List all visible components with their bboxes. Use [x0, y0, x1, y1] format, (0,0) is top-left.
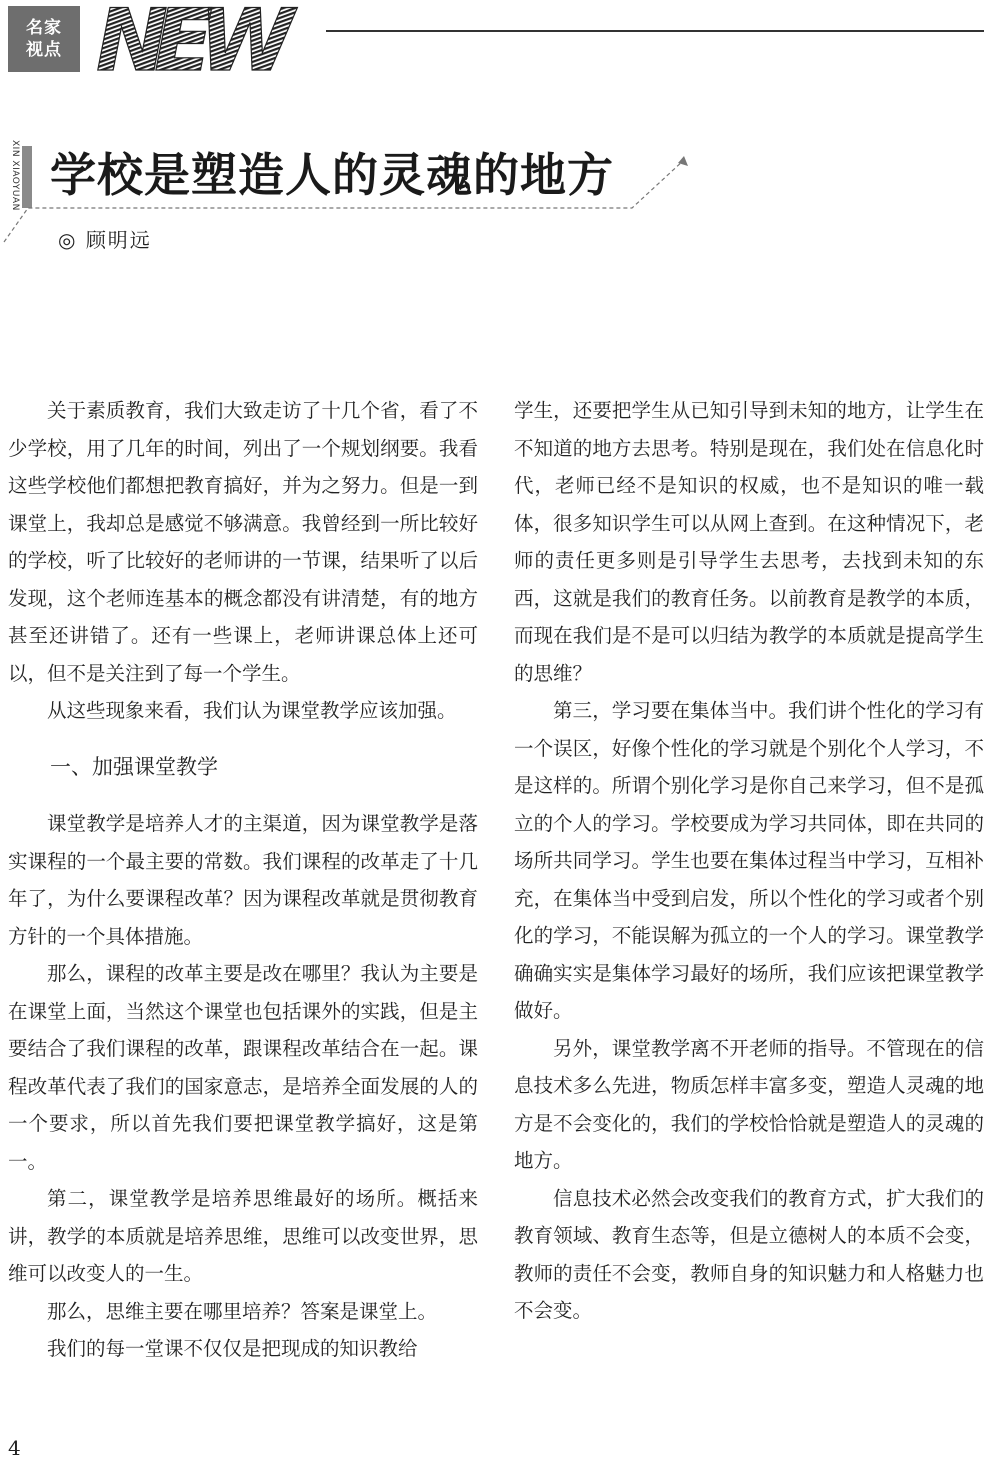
author-line [58, 226, 152, 254]
new-logo-text: NEW [96, 0, 294, 80]
paragraph: 第三，学习要在集体当中。我们讲个性化的学习有一个误区，好像个性化的学习就是个别化个人学习，不是这样的。所谓个别化学习是你自己来学习，但不是孤立的个人的学习。学校要成为学习共同体，即在共同的场所共同学习。学生也要在集体过程当中学习，互相补充，在集体当中受到启发，所以个性化的学习或者个别化的学习，不能误解为孤立的一个人的学习。课堂教学确确实实是集体学习最好的场所，我们应该把课堂教学做好。 [514, 699, 984, 1022]
paragraph: 信息技术必然会改变我们的教育方式，扩大我们的教育领域、教育生态等，但是立德树人的本质不会变，教师的责任不会变，教师自身的知识魅力和人格魅力也不会变。 [514, 1186, 984, 1322]
paragraph: 另外，课堂教学离不开老师的指导。不管现在的信息技术多么先进，物质怎样丰富多变，塑造人灵魂的地方是不会变化的，我们的学校恰恰就是塑造人的灵魂的地方。 [514, 1036, 984, 1172]
paragraph-continued: 学生，还要把学生从已知引导到未知的地方，让学生在不知道的地方去思考。特别是现在，我们处在信息化时代，老师已经不是知识的权威，也不是知识的唯一载体，很多知识学生可以从网上查到。在这种情况下，老师的责任更多则是引导学生去思考，去找到未知的东西，这就是我们的教育任务。以前教育是教学的本质，而现在我们是不是可以归结为教学的本质就是提高学生的思维？ [514, 399, 984, 685]
body-column-left [8, 392, 478, 1368]
badge-line-2: 视点 [26, 40, 62, 60]
author-name: 顾明远 [85, 228, 152, 252]
paragraph: 那么，思维主要在哪里培养？答案是课堂上。 [47, 1299, 438, 1323]
badge-line-1: 名家 [26, 18, 62, 38]
paragraph: 第二，课堂教学是培养思维最好的场所。概括来讲，教学的本质就是培养思维，思维可以改变世界，思维可以改变人的一生。 [8, 1187, 478, 1285]
page-number: 4 [8, 1436, 21, 1460]
paragraph: 那么，课程的改革主要是改在哪里？我认为主要是在课堂上面，当然这个课堂也包括课外的实践，但是主要结合了我们课程的改革，跟课程改革结合在一起。课程改革代表了我们的国家意志，是培养全面发展的人的一个要求，所以首先我们要把课堂教学搞好，这是第一。 [8, 962, 478, 1173]
header-rule [326, 30, 984, 32]
paragraph: 我们的每一堂课不仅仅是把现成的知识教给 [47, 1337, 418, 1360]
article-title: 学校是塑造人的灵魂的地方 [50, 148, 614, 202]
column-badge [8, 6, 80, 72]
paragraph: 关于素质教育，我们大致走访了十几个省，看了不少学校，用了几年的时间，列出了一个规划纲要。我看这些学校他们都想把教育搞好，并为之努力。但是一到课堂上，我却总是感觉不够满意。我曾经到一所比较好的学校，听了比较好的老师讲的一节课，结果听了以后发现，这个老师连基本的概念都没有讲清楚，有的地方甚至还讲错了。还有一些课上，老师讲课总体上还可以，但不是关注到了每一个学生。 [8, 399, 478, 685]
side-label: XIN XIAOYUAN [10, 140, 20, 211]
new-logo [92, 0, 302, 80]
paragraph: 从这些现象来看，我们认为课堂教学应该加强。 [47, 699, 457, 722]
body-column-right [514, 392, 984, 1330]
paragraph: 课堂教学是培养人才的主渠道，因为课堂教学是落实课程的一个最主要的常数。我们课程的改革走了十几年了，为什么要课程改革？因为课程改革就是贯彻教育方针的一个具体措施。 [8, 812, 478, 948]
author-marker-icon: ◎ [58, 228, 78, 252]
section-heading: 一、加强课堂教学 [50, 754, 218, 779]
